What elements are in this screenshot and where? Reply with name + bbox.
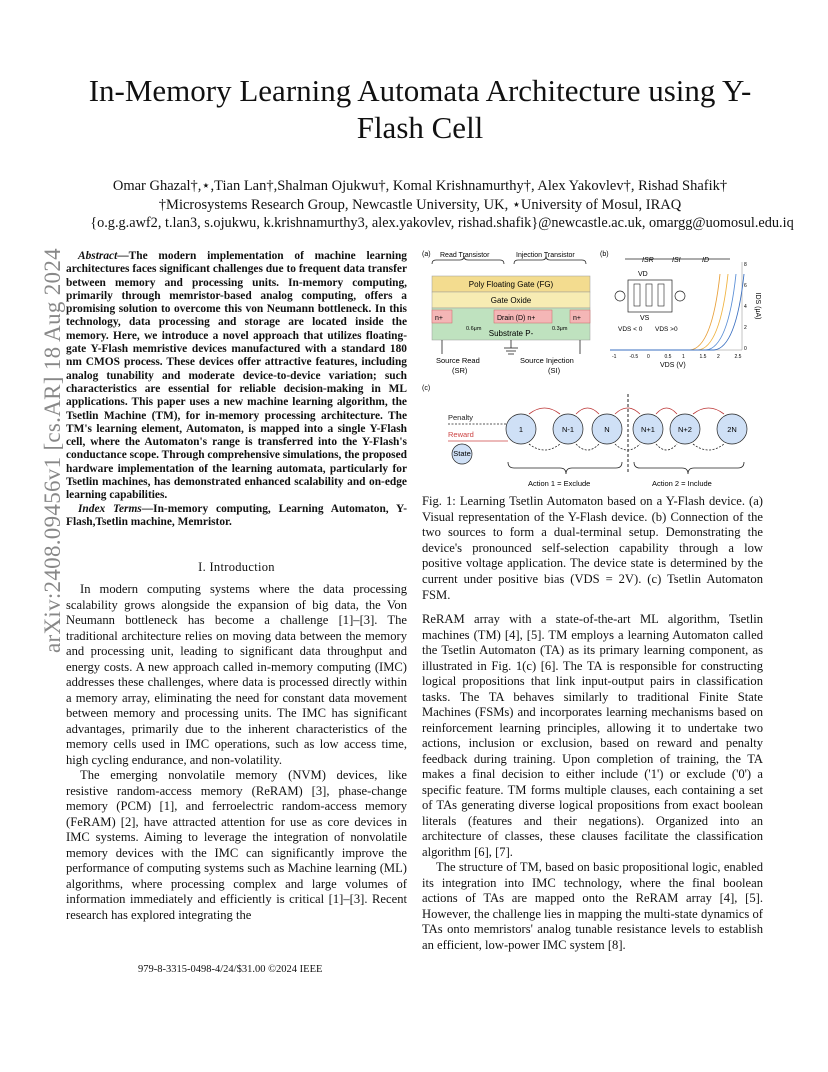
x-tick-label: 1.5	[699, 354, 707, 360]
index-terms-text: —In-memory computing, Learning Automaton, Y-Flash,Tsetlin machine, Memristor.	[66, 502, 408, 528]
right-column-text	[422, 612, 763, 953]
distance-1: 0.6μm	[466, 326, 482, 332]
y-tick-label: 6	[744, 283, 747, 289]
action-include-label: Action 2 = Include	[652, 479, 712, 488]
fsm-state-label: 1	[518, 425, 524, 434]
fsm-state-label: N+2	[678, 425, 692, 434]
abstract-text: —The modern implementation of machine learning architectures faces significant challenges due to frequent data transfer between memory and processing units. In-memory computing, primarily through memristor-based analog computing, offers a promising solution to overcome this von Neumann bottleneck. In this technology, data processing and storage are located inside the memory. Here, we introduce a novel approach that utilizes floating-gate Y-Flash memristive devices manufactured with a standard 180 nm CMOS process. These devices offer attractive features, including analog tunability and moderate device-to-device variation; such characteristics are essential for reliable decision-making in ML applications. This paper uses a new machine learning algorithm, the Tsetlin Machine (TM), for in-memory processing architecture. The TM's learning element, Automaton, is mapped into a single Y-Flash cell, where the Automaton's range is transferred into the Y-Flash's conductance scope. Through comprehensive simulations, the proposed hardware implementation of the learning automata, particularly for Tsetlin machines, has demonstrated enhanced scalability and on-edge learning capabilities.	[66, 250, 407, 502]
y-ticks	[744, 262, 747, 352]
vds-positive: VDS >0	[655, 326, 678, 333]
abstract	[66, 250, 407, 529]
isr-label: ISR	[642, 257, 654, 264]
intro-paragraph-2: The emerging nonvolatile memory (NVM) devices, like resistive random-access memory (ReRAM) [3], phase-change memory (PCM) [1], and ferroelectric random-access memory (FeRAM) [2], have attracted attention for use as core devices in IMC systems. Aiming to leverage the integration of nonvolatile memory devices with the IMC can significantly improve the performance of computing systems such as Machine learning (ML) algorithms, where processing complex and large volumes of information immediately and efficiently is critical [1]–[3]. Recent research has explored integrating the	[66, 768, 407, 922]
x-tick-label: -0.5	[629, 354, 639, 360]
y-tick-label: 4	[744, 304, 747, 310]
section-heading: I. Introduction	[198, 560, 275, 574]
reward-arrow	[656, 408, 677, 414]
x-tick-label: 2	[717, 354, 720, 360]
x-tick-label: -1	[612, 354, 617, 360]
source-injection-label: Source Injection	[520, 356, 574, 365]
intro-column	[66, 582, 407, 923]
x-ticks	[612, 354, 742, 360]
x-tick-label: 1	[682, 354, 685, 360]
y-tick-label: 0	[744, 346, 747, 352]
isi-label: ISI	[672, 257, 681, 264]
vs-label: VS	[640, 315, 650, 322]
arxiv-stamp: arXiv:2408.09456v1 [cs.AR] 18 Aug 2024	[40, 248, 65, 653]
source-read-label: Source Read	[436, 356, 480, 365]
b-xlabel: VDS (V)	[660, 362, 686, 369]
x-tick-label: 2.5	[734, 354, 742, 360]
penalty-arrow	[529, 444, 560, 450]
state-label: State	[453, 449, 471, 458]
reward-arrow	[576, 408, 599, 414]
authors: Omar Ghazal†,⋆,Tian Lan†,Shalman Ojukwu†, Komal Krishnamurthy†, Alex Yakovlev†, Rishad Shafik†	[112, 178, 728, 194]
panel-a-label: (a)	[422, 251, 431, 258]
substrate-label: Substrate P-	[488, 329, 534, 338]
si-label: (SI)	[548, 366, 561, 375]
figure-caption: Fig. 1: Learning Tsetlin Automaton based on a Y-Flash device. (a) Visual representation of the Y-Flash device. (b) Connection of the two sources to form a dual-terminal setup. Demonstrating the device's pronounced self-selection capability through a low positive voltage application. The device state is determined by the current under positive bias (VDS = 2V). (c) Tsetlin Automaton FSM.	[422, 494, 763, 602]
x-tick-label: 0	[647, 354, 650, 360]
paper-title: In-Memory Learning Automata Architecture using Y-Flash Cell	[88, 73, 752, 145]
abstract-label: Abstract	[78, 250, 118, 262]
right-paragraph-1: ReRAM array with a state-of-the-art ML algorithm, Tsetlin machines (TM) [4], [5]. TM employs a learning Automaton called the Tsetlin Automaton (TA) as its primary learning component, as illustrated in Fig. 1(c) [6]. The TA is responsible for constructing logical propositions that link input-output pairs in classification tasks. The TA behaves similarly to traditional Finite State Machines (FSMs) and incorporates learning mechanisms based on reinforcement learning principles, allowing it to undertake two actions, inclusion or exclusion, based on reward and penalty feedback during training. Upon completion of training, the TA makes a final decision to either include ('1') or exclude ('0') a specific feature. TM forms multiple clauses, each containing a set of TAs generating diverse logical propositions from exact boolean literals (features and their negations). Organized into an architecture of classes, these clauses facilitate the classification algorithm [6], [7].	[422, 612, 763, 859]
reward-arrow	[529, 408, 560, 414]
reward-arrow	[693, 408, 724, 414]
fsm-state-label: N	[604, 425, 610, 434]
panel-b-label: (b)	[600, 251, 609, 258]
distance-2: 0.3μm	[552, 326, 568, 332]
x-tick-label: 0.5	[664, 354, 672, 360]
fsm-state-label: N-1	[561, 425, 575, 434]
vd-label: VD	[638, 271, 648, 278]
y-tick-label: 2	[744, 325, 747, 331]
penalty-arrow	[576, 444, 599, 450]
penalty-arrow	[656, 444, 677, 450]
fg-label: Poly Floating Gate (FG)	[468, 280, 554, 289]
intro-paragraph-1: In modern computing systems where the data processing scalability grows alongside the expansion of big data, the Von Neumann bottleneck has become a challenge [1]–[3]. The traditional architecture relies on moving data between the memory and processing unit, leading to significant data throughput and energy costs. A new approach called in-memory computing (IMC) addresses these challenges, where data is processed directly within a memory array, eliminating the need for constant data movement between memory and processing units. The IMC has significant advantages, primarily due to the inherent characteristics of the memory cells used in IMC operations, such as low access time, high cycling endurance, and non-volatility.	[66, 582, 407, 767]
figure-1	[420, 244, 765, 489]
reward-label: Reward	[448, 430, 474, 439]
y-tick-label: 8	[744, 262, 747, 268]
fsm-state-label: 2N	[727, 425, 737, 434]
emails: {o.g.g.awf2, t.lan3, s.ojukwu, k.krishnamurthy3, alex.yakovlev, rishad.shafik}@newcastle.ac.uk, omargg@uomosul.edu.iq	[90, 215, 794, 231]
action-exclude-label: Action 1 = Exclude	[528, 479, 591, 488]
b-ylabel: IDS (μA)	[754, 292, 761, 320]
copyright-notice: 979-8-3315-0498-4/24/$31.00 ©2024 IEEE	[138, 964, 323, 975]
read-transistor-label: Read Transistor	[440, 252, 490, 259]
index-terms-label: Index Terms	[78, 502, 142, 515]
affiliation: †Microsystems Research Group, Newcastle University, UK, ⋆University of Mosul, IRAQ	[158, 197, 682, 213]
penalty-arrow	[693, 444, 724, 450]
fsm-state-label: N+1	[641, 425, 655, 434]
n-plus-left-label: n+	[435, 315, 443, 322]
right-paragraph-2: The structure of TM, based on basic propositional logic, enabled its integration into IMC technology, where the final boolean actions of TAs are mapped onto the ReRAM array [4], [5]. However, the challenge lies in mapping the multi-state dynamics of TAs onto memristors' analog tunable resistance levels to establish an efficient, low-power IMC system [8].	[422, 860, 763, 952]
drain-label: Drain (D) n+	[497, 315, 536, 322]
sr-label: (SR)	[452, 366, 468, 375]
panel-c-label: (c)	[422, 385, 431, 392]
n-plus-right-label: n+	[573, 315, 581, 322]
vds-negative: VDS < 0	[618, 326, 643, 333]
fsm-states	[506, 408, 747, 450]
oxide-label: Gate Oxide	[490, 296, 532, 305]
penalty-label: Penalty	[448, 413, 474, 422]
injection-transistor-label: Injection Transistor	[516, 252, 575, 259]
id-label: ID	[702, 257, 709, 264]
